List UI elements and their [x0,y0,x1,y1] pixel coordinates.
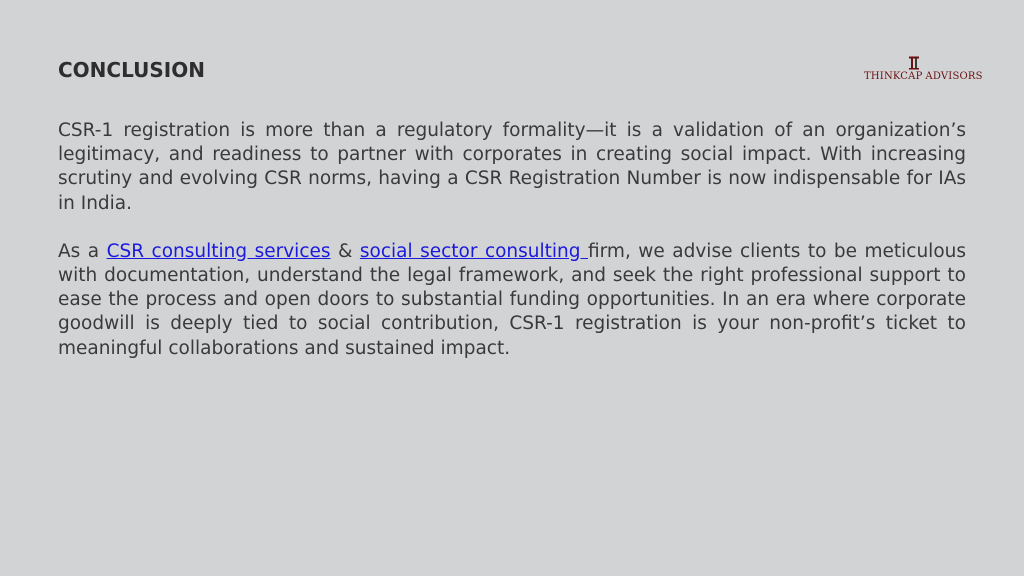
tc-monogram-icon [907,56,921,70]
conclusion-paragraph-1: CSR-1 registration is more than a regulatory formality—it is a validation of an organization’s legitimacy, and readiness to partner with corporates in creating social impact. With increasing scrutiny and evolving CSR norms, having a CSR Registration Number is now indispensable for IAs in India. [58,120,966,214]
conclusion-body [58,119,966,385]
paragraph-2-lead: As a [58,240,107,262]
csr-consulting-services-link[interactable]: CSR consulting services [106,240,331,262]
conclusion-paragraph-2 [58,240,966,361]
slide-title: CONCLUSION [58,58,205,82]
paragraph-2-between: & [330,240,360,262]
company-logo [864,56,983,82]
paragraph-2-rest: firm, we advise clients to be meticulous with documentation, understand the legal framework, and seek the right professional support to ease the process and open doors to substantial funding opportunities. In an era where corporate goodwill is deeply tied to social contribution, CSR-1 registration is your non-profit’s ticket to meaningful collaborations and sustained impact. [58,240,967,359]
social-sector-consulting-link[interactable]: social sector consulting [359,240,588,262]
logo-wordmark: THINKCAP ADVISORS [864,71,983,82]
